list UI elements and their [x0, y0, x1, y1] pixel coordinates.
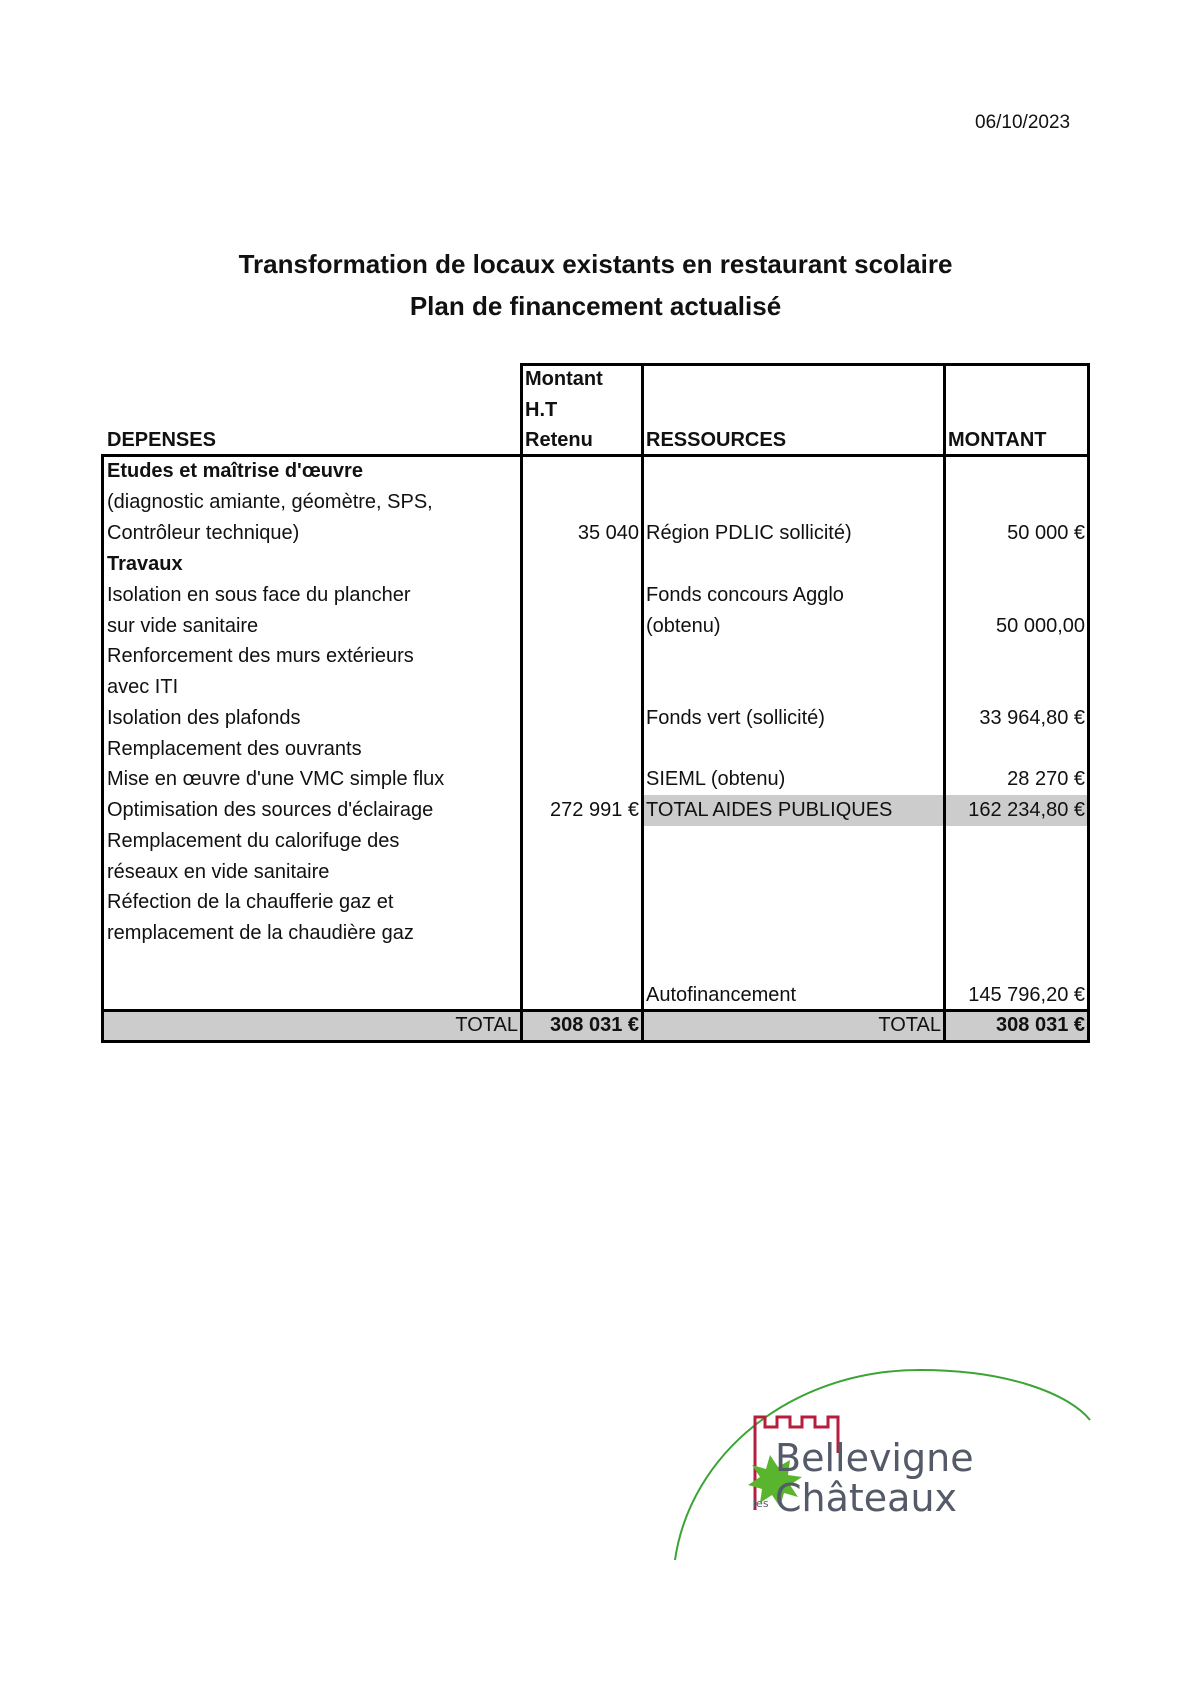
- ressource-label: Région PDLIC sollicité): [646, 522, 852, 544]
- total-aides-label: TOTAL AIDES PUBLIQUES: [646, 799, 893, 821]
- title-line-1: Transformation de locaux existants en restaurant scolaire: [238, 249, 953, 279]
- logo-text-les: les: [753, 1497, 769, 1510]
- total-amount-ressources: 308 031 €: [996, 1014, 1085, 1036]
- table-border: [1087, 363, 1090, 1043]
- depense-line: Etudes et maîtrise d'œuvre: [107, 460, 363, 482]
- title-line-2: Plan de financement actualisé: [409, 291, 782, 321]
- depense-line: Remplacement du calorifuge des: [107, 830, 400, 852]
- depense-line: Renforcement des murs extérieurs: [107, 645, 414, 667]
- ressource-label: Fonds vert (sollicité): [646, 707, 825, 729]
- depense-line: Isolation des plafonds: [107, 707, 301, 729]
- total-label-ressources: TOTAL: [878, 1014, 941, 1036]
- ressource-amount: 145 796,20 €: [968, 984, 1085, 1006]
- ressource-amount: 28 270 €: [1007, 768, 1085, 790]
- ressource-label: Fonds concours Agglo: [646, 584, 844, 606]
- table-border: [101, 1040, 1090, 1043]
- header-ressources: RESSOURCES: [646, 429, 787, 451]
- depense-amount: 35 040: [577, 522, 639, 544]
- depense-line: remplacement de la chaudière gaz: [107, 922, 414, 944]
- depense-line: avec ITI: [107, 676, 179, 698]
- ressource-amount: 50 000,00: [996, 615, 1085, 637]
- total-amount-depenses: 308 031 €: [550, 1014, 639, 1036]
- total-label-depenses: TOTAL: [455, 1014, 518, 1036]
- table-border: [101, 455, 104, 1043]
- header-montant-ht-2: H.T: [525, 399, 558, 421]
- depense-line: Réfection de la chaufferie gaz et: [107, 891, 394, 913]
- header-montant-ht-1: Montant: [525, 368, 603, 390]
- depense-line: Optimisation des sources d'éclairage: [107, 799, 434, 821]
- depense-line: Remplacement des ouvrants: [107, 738, 362, 760]
- bellevigne-logo: [650, 1365, 1110, 1565]
- ressource-label: SIEML (obtenu): [646, 768, 786, 790]
- ressource-label: Autofinancement: [646, 984, 797, 1006]
- table-border: [520, 363, 1090, 366]
- depense-line: Isolation en sous face du plancher: [107, 584, 411, 606]
- total-aides-amount: 162 234,80 €: [968, 799, 1085, 821]
- header-montant-ht-3: Retenu: [525, 429, 593, 451]
- ressource-amount: 50 000 €: [1007, 522, 1085, 544]
- logo-text-chateaux: Châteaux: [775, 1476, 958, 1520]
- table-border: [520, 363, 523, 1043]
- ressource-amount: 33 964,80 €: [979, 707, 1085, 729]
- document-date: 06/10/2023: [975, 112, 1071, 133]
- depense-line: Travaux: [107, 553, 183, 575]
- header-montant: MONTANT: [948, 429, 1047, 451]
- table-border: [641, 363, 644, 1043]
- depense-line: réseaux en vide sanitaire: [107, 861, 330, 883]
- ressource-label: (obtenu): [646, 615, 721, 637]
- depense-amount: 272 991 €: [550, 799, 639, 821]
- header-depenses: DEPENSES: [107, 429, 216, 451]
- depense-line: sur vide sanitaire: [107, 615, 259, 637]
- depense-line: (diagnostic amiante, géomètre, SPS,: [107, 491, 433, 513]
- depense-line: Contrôleur technique): [107, 522, 300, 544]
- depense-line: Mise en œuvre d'une VMC simple flux: [107, 768, 445, 790]
- logo-text-bellevigne: Bellevigne: [775, 1436, 974, 1480]
